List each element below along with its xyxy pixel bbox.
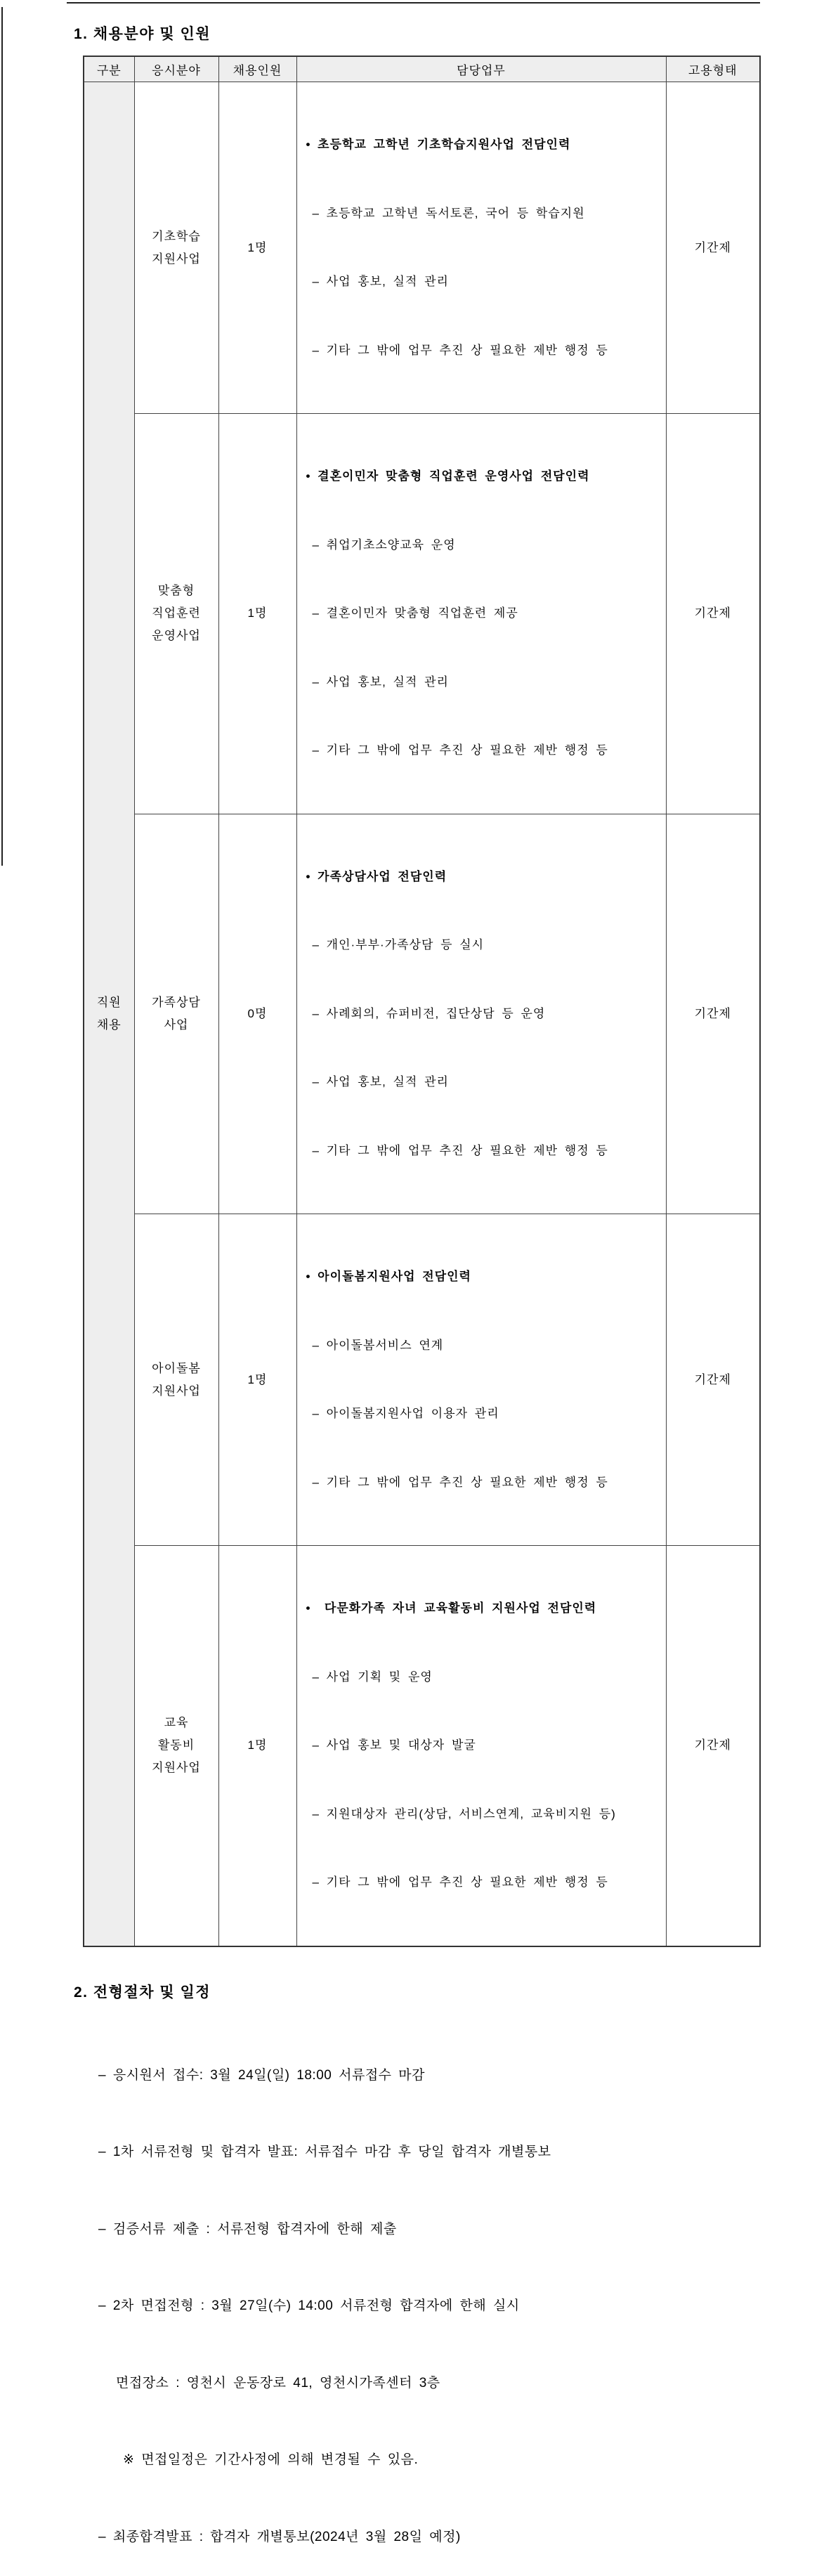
duty-cell (296, 414, 666, 814)
duty-item: – 지원대상자 관리(상담, 서비스연계, 교육비지원 등) (312, 1807, 616, 1821)
schedule-item: – 최종합격발표 : 합격자 개별통보(2024년 3월 28일 예정) (98, 2529, 461, 2544)
recruitment-table (83, 56, 761, 1947)
col-header-duties: 담당업무 (296, 56, 666, 82)
duty-item: – 아이돌봄서비스 연계 (312, 1338, 444, 1352)
count-cell: 1명 (218, 414, 296, 814)
duty-cell (296, 1546, 666, 1946)
field-line: 교육 (164, 1716, 189, 1730)
duty-item: – 사례회의, 슈퍼비전, 집단상담 등 운영 (312, 1006, 546, 1020)
duty-title: • 결혼이민자 맞춤형 직업훈련 운영사업 전담인력 (306, 469, 590, 483)
duty-item: – 사업 홍보 및 대상자 발굴 (312, 1738, 476, 1752)
section-1-heading: 1. 채용분야 및 인원 (74, 26, 211, 42)
duty-item: – 사업 홍보, 실적 관리 (312, 675, 449, 689)
table-row (84, 814, 760, 1214)
duty-item: – 기타 그 밖에 업무 추진 상 필요한 제반 행정 등 (312, 1475, 608, 1489)
page-border-top (67, 2, 760, 4)
field-cell (134, 414, 218, 814)
schedule-item: – 2차 면접전형 : 3월 27일(수) 14:00 서류전형 합격자에 한해 실시 (98, 2298, 520, 2313)
col-header-field: 응시분야 (134, 56, 218, 82)
schedule-item: – 1차 서류전형 및 합격자 발표: 서류접수 마감 후 당일 합격자 개별통보 (98, 2145, 551, 2159)
page-border-left (1, 7, 3, 866)
count-cell: 1명 (218, 1214, 296, 1546)
duty-item: – 결혼이민자 맞춤형 직업훈련 제공 (312, 606, 518, 620)
duty-item: – 사업 홍보, 실적 관리 (312, 275, 449, 288)
count-cell: 1명 (218, 1546, 296, 1946)
duty-cell (296, 814, 666, 1214)
duty-item: – 기타 그 밖에 업무 추진 상 필요한 제반 행정 등 (312, 1143, 608, 1157)
count-cell: 1명 (218, 82, 296, 414)
duty-cell (296, 1214, 666, 1546)
group-label-line: 채용 (96, 1017, 122, 1032)
schedule-item: – 응시원서 접수: 3월 24일(일) 18:00 서류접수 마감 (98, 2067, 426, 2083)
employment-cell: 기간제 (666, 1546, 760, 1946)
table-header-row (84, 56, 760, 82)
duty-item: – 기타 그 밖에 업무 추진 상 필요한 제반 행정 등 (312, 743, 608, 757)
col-header-count: 채용인원 (218, 56, 296, 82)
field-line: 운영사업 (152, 629, 201, 643)
table-row (84, 82, 760, 414)
field-line: 사업 (164, 1017, 189, 1032)
field-cell (134, 1214, 218, 1546)
duty-cell (296, 82, 666, 414)
field-line: 활동비 (157, 1738, 195, 1752)
duty-item: – 취업기초소양교육 운영 (312, 538, 456, 552)
duty-item: – 기타 그 밖에 업무 추진 상 필요한 제반 행정 등 (312, 343, 608, 357)
schedule-list (74, 2012, 831, 2576)
duty-item: – 사업 기획 및 운영 (312, 1670, 433, 1684)
employment-cell: 기간제 (666, 814, 760, 1214)
employment-cell: 기간제 (666, 82, 760, 414)
employment-cell: 기간제 (666, 1214, 760, 1546)
table-row (84, 414, 760, 814)
employment-cell: 기간제 (666, 414, 760, 814)
duty-title: • 다문화가족 자녀 교육활동비 지원사업 전담인력 (306, 1601, 597, 1615)
col-header-employment: 고용형태 (666, 56, 760, 82)
duty-item: – 개인·부부·가족상담 등 실시 (312, 938, 485, 951)
section-2-heading: 2. 전형절차 및 일정 (74, 1984, 211, 2001)
schedule-item: ※ 면접일정은 기간사정에 의해 변경될 수 있음. (123, 2452, 419, 2467)
duty-item: – 아이돌봄지원사업 이용자 관리 (312, 1407, 499, 1420)
field-line: 맞춤형 (157, 584, 195, 598)
field-line: 기초학습 (152, 229, 201, 243)
table-row (84, 1546, 760, 1946)
field-line: 가족상담 (152, 995, 201, 1009)
duty-item: – 기타 그 밖에 업무 추진 상 필요한 제반 행정 등 (312, 1875, 608, 1889)
duty-item: – 사업 홍보, 실적 관리 (312, 1075, 449, 1088)
duty-title: • 아이돌봄지원사업 전담인력 (306, 1270, 471, 1283)
field-line: 지원사업 (152, 252, 201, 266)
group-label-line: 직원 (96, 995, 122, 1009)
table-row (84, 1214, 760, 1546)
field-cell (134, 1546, 218, 1946)
duty-item: – 초등학교 고학년 독서토론, 국어 등 학습지원 (312, 206, 585, 220)
field-line: 지원사업 (152, 1384, 201, 1398)
count-cell: 0명 (218, 814, 296, 1214)
duty-title: • 초등학교 고학년 기초학습지원사업 전담인력 (306, 138, 571, 151)
group-cell (84, 82, 134, 1946)
col-header-category: 구분 (84, 56, 134, 82)
field-line: 아이돌봄 (152, 1361, 201, 1375)
duty-title: • 가족상담사업 전담인력 (306, 869, 447, 883)
field-cell (134, 814, 218, 1214)
field-line: 지원사업 (152, 1761, 201, 1775)
field-cell (134, 82, 218, 414)
field-line: 직업훈련 (152, 606, 201, 620)
schedule-item: 면접장소 : 영천시 운동장로 41, 영천시가족센터 3층 (116, 2375, 440, 2390)
schedule-item: – 검증서류 제출 : 서류전형 합격자에 한해 제출 (98, 2221, 397, 2237)
